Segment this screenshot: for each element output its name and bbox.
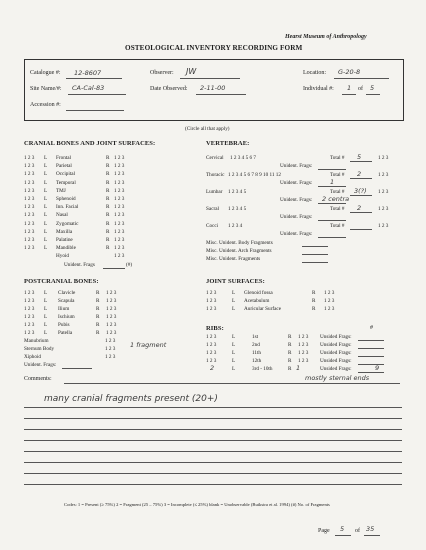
rib-row-unsided-label: Unsided Frags:	[320, 350, 352, 356]
joint-row-right-side: R	[312, 298, 316, 304]
comments-text: many cranial fragments present (20+)	[44, 394, 218, 404]
misc-frag-label: Misc. Unident. Fragments	[206, 256, 261, 262]
cocci-unident-label: Unident. Frags:	[280, 231, 313, 237]
rib-row-left-side: L	[232, 358, 236, 364]
observer-label: Observer:	[150, 70, 174, 76]
rib-row-right-codes: 1 2 3	[298, 350, 309, 356]
xiphoid-label: Xiphoid	[24, 354, 42, 360]
lumbar-code: 1 2 3	[378, 189, 389, 195]
rib-row-right-side: R	[288, 350, 292, 356]
joint-row-left-side: L	[232, 306, 236, 312]
cervical-unident-underline	[318, 169, 346, 170]
cranial-row-name: Zygomatic	[56, 220, 79, 227]
rib-row-right-side: R	[288, 366, 292, 372]
rib-row-name: 3rd - 10th	[252, 366, 273, 372]
cranial-unident-label: Unident. Frags	[64, 262, 95, 268]
location-value: G-20-8	[338, 68, 361, 76]
thoracic-unident-underline	[318, 186, 346, 187]
cranial-row-left-side: L	[44, 228, 48, 235]
cranial-row-left-codes: 1 2 3	[24, 171, 35, 178]
postcranial-row-left-side: L	[44, 314, 48, 320]
date-underline	[196, 94, 246, 95]
cranial-row-name: Inn. Facial	[56, 204, 79, 211]
cranial-row-right-codes: 1 2 3	[114, 163, 125, 170]
postcranial-row-name: Scapula	[58, 298, 75, 304]
cranial-row-right-codes: 1 2 3	[114, 245, 125, 252]
cervical-total-value: 5	[357, 153, 362, 161]
cranial-row-right-side: R	[106, 163, 110, 170]
sacral-total-underline	[350, 212, 372, 213]
cranial-row-right-codes: 1 2 3	[114, 171, 125, 178]
cranial-row-right-side: R	[106, 245, 110, 252]
rib-row-left-side: L	[232, 342, 236, 348]
cocci-numbers: 1 2 3 4	[228, 223, 243, 229]
misc-arch-label: Misc. Unident. Arch Fragments	[206, 248, 272, 254]
joint-row-left-side: L	[232, 290, 236, 296]
comment-line	[24, 451, 402, 452]
cranial-row-left-side: L	[44, 245, 48, 252]
site-underline	[68, 94, 126, 95]
cranial-unident-suffix: (#)	[126, 262, 133, 268]
cranial-row-name: Mandible	[56, 245, 76, 252]
catalogue-label: Catalogue #:	[30, 70, 61, 76]
cranial-row-right-codes: 1 2 3	[114, 228, 125, 235]
rib-row-left-codes: 1 2 3	[206, 342, 217, 348]
comment-line	[24, 473, 402, 474]
sacral-code: 1 2 3	[378, 206, 389, 212]
ribs-hand-right: 1	[296, 364, 301, 372]
manubrium-label: Manubrium	[24, 338, 49, 344]
rib-row-unsided-underline	[358, 340, 384, 341]
catalogue-value: 12-8607	[74, 69, 102, 77]
sacral-unident-label: Unident. Frags:	[280, 214, 313, 220]
cranial-unident-underline	[103, 268, 125, 269]
cranial-row-name: Sphenoid	[56, 196, 76, 202]
of-value: 35	[366, 525, 375, 533]
sacral-numbers: 1 2 3 4 5	[228, 206, 247, 212]
misc-body-label: Misc. Unident. Body Fragments	[206, 240, 273, 246]
individual-total-underline	[366, 94, 380, 95]
postcranial-row-left-codes: 1 2 3	[24, 298, 35, 304]
misc-frag-underline	[302, 262, 328, 263]
page-underline	[335, 535, 351, 536]
cranial-row-left-side: L	[44, 220, 48, 227]
sacral-label: Sacral	[206, 206, 219, 212]
cranial-row-name: Temporal	[56, 179, 76, 186]
cranial-row-right-side: R	[106, 228, 110, 235]
cranial-row-left-codes: 1 2 3	[24, 187, 35, 194]
joint-row-right-side: R	[312, 290, 316, 296]
postcranial-row-right-codes: 1 2 3	[106, 290, 117, 296]
rib-row-unsided-underline	[358, 348, 384, 349]
postcranial-title: POSTCRANIAL BONES:	[24, 278, 99, 285]
cocci-total-underline	[350, 229, 372, 230]
rib-row-left-side: L	[232, 350, 236, 356]
cranial-row-right-side: R	[106, 220, 110, 227]
comment-line	[24, 407, 402, 408]
observer-underline	[180, 78, 240, 79]
joint-row-right-codes: 1 2 3	[324, 306, 335, 312]
cranial-row-right-codes: 1 2 3	[114, 253, 125, 260]
cranial-row-left-codes: 1 2 3	[24, 196, 35, 202]
cranial-row-left-codes: 1 2 3	[24, 179, 35, 186]
vertebrae-title: VERTEBRAE:	[206, 140, 250, 147]
date-label: Date Observed:	[150, 86, 188, 92]
postcranial-row-right-codes: 1 2 3	[106, 322, 117, 328]
lumbar-unident-underline	[318, 203, 346, 204]
joint-row-right-codes: 1 2 3	[324, 290, 335, 296]
rib-row-unsided-label: Unsided Frags:	[320, 358, 352, 364]
joints-title: JOINT SURFACES:	[206, 278, 265, 285]
thoracic-label: Thoracic	[206, 172, 225, 178]
joint-row-left-side: L	[232, 298, 236, 304]
cranial-row-right-side: R	[106, 171, 110, 178]
rib-row-left-side: L	[232, 366, 236, 372]
ribs-hash: #	[370, 325, 373, 331]
cranial-row-left-codes: 1 2 3	[24, 212, 35, 219]
rib-row-right-codes: 1 2 3	[298, 334, 309, 340]
cocci-total-label: Total #	[330, 223, 345, 229]
form-title: OSTEOLOGICAL INVENTORY RECORDING FORM	[125, 44, 303, 52]
date-value: 2-11-00	[200, 84, 226, 92]
comment-line	[24, 440, 402, 441]
rib-row-unsided-underline	[358, 356, 384, 357]
individual-total: 5	[370, 84, 375, 92]
rib-row-left-codes: 1 2 3	[206, 358, 217, 364]
cervical-unident-label: Unident. Frags:	[280, 163, 313, 169]
cranial-row-right-codes: 1 2 3	[114, 237, 125, 243]
comment-line	[24, 418, 402, 419]
cranial-row-name: Occipital	[56, 171, 76, 178]
joint-row-name: Acetabulum	[244, 298, 270, 304]
rib-row-right-codes: 1 2 3	[298, 358, 309, 364]
cranial-row-left-side: L	[44, 163, 48, 170]
postcranial-row-right-codes: 1 2 3	[106, 330, 117, 336]
page-label: Page	[318, 528, 330, 534]
sternum-label: Sternum Body	[24, 346, 55, 352]
xiphoid-code: 1 2 3	[105, 354, 116, 360]
cranial-row-name: Frontal	[56, 155, 71, 161]
sacral-total-label: Total #	[330, 206, 345, 212]
joint-row-name: Glenoid fossa	[244, 290, 273, 296]
postcranial-row-name: Patella	[58, 330, 73, 336]
cranial-row-right-side: R	[106, 204, 110, 211]
cranial-row-left-codes: 1 2 3	[24, 228, 35, 235]
cranial-row-right-codes: 1 2 3	[114, 187, 125, 194]
cervical-label: Cervical	[206, 155, 224, 161]
postcranial-row-left-side: L	[44, 322, 48, 328]
sacral-unident-underline	[318, 220, 346, 221]
cranial-row-name: Hyoid	[56, 253, 69, 260]
lumbar-total-underline	[350, 195, 372, 196]
postcranial-row-left-side: L	[44, 298, 48, 304]
postcranial-row-right-side: R	[96, 290, 100, 296]
cervical-code: 1 2 3	[378, 155, 389, 161]
postcranial-row-name: Clavicle	[58, 290, 76, 296]
accession-underline	[66, 110, 124, 111]
postcranial-row-name: Ilium	[58, 306, 70, 312]
thoracic-total-underline	[350, 178, 372, 179]
rib-row-name: 12th	[252, 358, 262, 364]
cranial-row-right-side: R	[106, 179, 110, 186]
comment-line	[24, 429, 402, 430]
cranial-row-left-side: L	[44, 155, 48, 161]
cranial-row-right-side: R	[106, 212, 110, 219]
cranial-row-left-codes: 1 2 3	[24, 204, 35, 211]
cranial-row-left-codes: 1 2 3	[24, 237, 35, 243]
postcranial-row-left-codes: 1 2 3	[24, 290, 35, 296]
comment-line	[24, 462, 402, 463]
postcranial-row-left-codes: 1 2 3	[24, 322, 35, 328]
rib-row-name: 11th	[252, 350, 262, 356]
cranial-row-left-codes: 1 2 3	[24, 220, 35, 227]
cranial-row-left-codes: 1 2 3	[24, 245, 35, 252]
observer-value: JW	[186, 67, 197, 76]
thoracic-total-value: 2	[357, 170, 362, 178]
cocci-label: Cocci	[206, 223, 219, 229]
accession-label: Accession #:	[30, 102, 61, 108]
comments-label: Comments:	[24, 376, 52, 382]
catalogue-underline	[66, 78, 122, 79]
postcranial-row-name: Pubis	[58, 322, 70, 328]
lumbar-numbers: 1 2 3 4 5	[228, 189, 247, 195]
location-label: Location:	[303, 70, 326, 76]
postcranial-row-right-side: R	[96, 306, 100, 312]
postcranial-row-left-side: L	[44, 306, 48, 312]
rib-row-right-side: R	[288, 358, 292, 364]
cranial-row-right-side: R	[106, 187, 110, 194]
rib-row-name: 2nd	[252, 342, 260, 348]
thoracic-unident-value: 1	[330, 178, 335, 186]
joint-row-name: Auricular Surface	[244, 306, 282, 312]
cranial-row-left-codes: 1 2 3	[24, 163, 35, 170]
postcranial-unident-underline	[62, 368, 92, 369]
postcranial-row-left-codes: 1 2 3	[24, 306, 35, 312]
rib-row-left-codes: 1 2 3	[206, 350, 217, 356]
sternum-code: 1 2 3	[105, 346, 116, 352]
cranial-row-left-codes: 1 2 3	[24, 155, 35, 161]
location-underline	[334, 78, 389, 79]
rib-row-left-side: L	[232, 334, 236, 340]
postcranial-row-right-side: R	[96, 322, 100, 328]
lumbar-label: Lumbar	[206, 189, 223, 195]
cranial-row-right-codes: 1 2 3	[114, 155, 125, 161]
circle-instructions: (Circle all that apply)	[185, 126, 230, 132]
rib-row-unsided-underline	[358, 364, 384, 365]
rib-row-left-codes: 1 2 3	[206, 334, 217, 340]
sternum-note: 1 fragment	[130, 341, 167, 349]
joint-row-left-codes: 1 2 3	[206, 290, 217, 296]
joint-row-left-codes: 1 2 3	[206, 306, 217, 312]
lumbar-total-label: Total #	[330, 189, 345, 195]
postcranial-row-right-side: R	[96, 298, 100, 304]
joint-row-left-codes: 1 2 3	[206, 298, 217, 304]
cocci-unident-underline	[318, 237, 346, 238]
thoracic-numbers: 1 2 3 4 5 6 7 8 9 10 11 12	[228, 172, 281, 178]
rib-row-right-codes: 1 2 3	[298, 342, 309, 348]
misc-body-underline	[302, 246, 328, 247]
postcranial-row-right-codes: 1 2 3	[106, 298, 117, 304]
postcranial-row-right-side: R	[96, 330, 100, 336]
cranial-row-name: Palatine	[56, 237, 73, 243]
rib-row-unsided-label: Unsided Frags:	[320, 334, 352, 340]
comments-line-0	[64, 383, 400, 384]
codes-legend: Codes: 1 = Present (≥ 75%) 2 = Fragment (25 – 75%) 3 = Incomplete (≤ 25%) blank = Unobservable (Buikstra et al. 1994) (#) No. of Fragments	[64, 502, 330, 507]
cranial-row-left-side: L	[44, 171, 48, 178]
cervical-total-underline	[350, 161, 372, 162]
cranial-row-name: Parietal	[56, 163, 72, 170]
site-value: CA-Cal-83	[72, 84, 105, 92]
postcranial-row-right-codes: 1 2 3	[106, 306, 117, 312]
postcranial-row-left-side: L	[44, 290, 48, 296]
thoracic-unident-label: Unident. Frags:	[280, 180, 313, 186]
misc-arch-underline	[302, 254, 328, 255]
cranial-row-left-side: L	[44, 187, 48, 194]
postcranial-row-name: Ischium	[58, 314, 75, 320]
rib-row-right-side: R	[288, 342, 292, 348]
joint-row-right-side: R	[312, 306, 316, 312]
individual-of: of	[358, 86, 363, 92]
cranial-row-name: TMJ	[56, 187, 66, 194]
lumbar-unident-label: Unident. Frags:	[280, 197, 313, 203]
cranial-row-right-side: R	[106, 196, 110, 202]
postcranial-row-right-side: R	[96, 314, 100, 320]
ribs-hand-note: mostly sternal ends	[305, 374, 370, 382]
comment-line	[24, 484, 402, 485]
postcranial-row-left-side: L	[44, 330, 48, 336]
rib-row-unsided-label: Unsided Frags:	[320, 366, 352, 372]
cranial-row-left-side: L	[44, 204, 48, 211]
cranial-row-right-codes: 1 2 3	[114, 204, 125, 211]
cranial-row-left-side: L	[44, 179, 48, 186]
cranial-title: CRANIAL BONES AND JOINT SURFACES:	[24, 140, 156, 147]
cranial-row-right-codes: 1 2 3	[114, 212, 125, 219]
site-label: Site Name/#:	[30, 86, 62, 92]
rib-row-unsided-label: Unsided Frags:	[320, 342, 352, 348]
postcranial-unident-label: Unident. Frags:	[24, 362, 57, 368]
cervical-total-label: Total #	[330, 155, 345, 161]
cranial-row-name: Maxilla	[56, 228, 73, 235]
lumbar-total-value: 3(?)	[354, 187, 367, 195]
of-underline	[364, 535, 380, 536]
individual-underline	[342, 94, 356, 95]
page-value: 5	[340, 525, 345, 533]
individual-value: 1	[347, 84, 352, 92]
of-label: of	[355, 528, 360, 534]
cocci-code: 1 2 3	[378, 223, 389, 229]
museum-name: Hearst Museum of Anthropology	[285, 34, 367, 40]
postcranial-row-left-codes: 1 2 3	[24, 314, 35, 320]
sacral-total-value: 2	[357, 204, 362, 212]
cranial-row-right-codes: 1 2 3	[114, 196, 125, 202]
manubrium-code: 1 2 3	[105, 338, 116, 344]
rib-row-unsided-underline	[358, 372, 384, 373]
postcranial-row-right-codes: 1 2 3	[106, 314, 117, 320]
cranial-row-left-side: L	[44, 196, 48, 202]
thoracic-total-label: Total #	[330, 172, 345, 178]
cranial-row-name: Nasal	[56, 212, 68, 219]
cranial-row-right-codes: 1 2 3	[114, 220, 125, 227]
rib-row-name: 1st	[252, 334, 259, 340]
individual-label: Individual #:	[303, 86, 334, 92]
cervical-numbers: 1 2 3 4 5 6 7	[230, 155, 256, 161]
cranial-row-left-side: L	[44, 212, 48, 219]
cranial-row-right-side: R	[106, 155, 110, 161]
cranial-row-right-codes: 1 2 3	[114, 179, 125, 186]
ribs-hand-left: 2	[210, 364, 215, 372]
rib-row-right-side: R	[288, 334, 292, 340]
postcranial-row-left-codes: 1 2 3	[24, 330, 35, 336]
joint-row-right-codes: 1 2 3	[324, 298, 335, 304]
thoracic-code: 1 2 3	[378, 172, 389, 178]
cranial-row-right-side: R	[106, 237, 110, 243]
ribs-hand-unsided: 9	[375, 364, 380, 372]
cranial-row-left-side: L	[44, 237, 48, 243]
ribs-title: RIBS:	[206, 325, 224, 332]
lumbar-unident-value: 2 centra	[322, 195, 350, 203]
